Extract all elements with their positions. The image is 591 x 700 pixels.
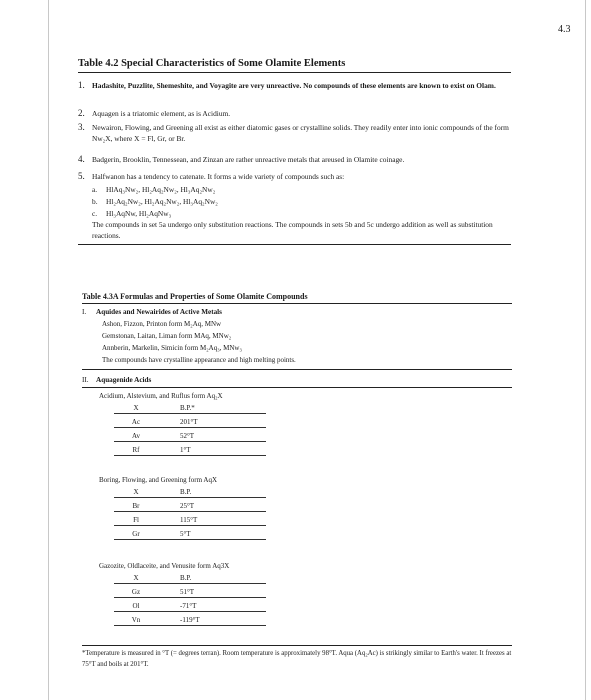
section-rule bbox=[82, 387, 512, 388]
cell-x: Vn bbox=[131, 616, 141, 624]
section-title: Aquagenide Acids bbox=[96, 376, 152, 384]
table-row bbox=[114, 526, 266, 540]
column-header-x: X bbox=[133, 404, 139, 412]
cell-bp: 115°T bbox=[180, 516, 198, 524]
list-item bbox=[78, 80, 518, 91]
sub-item bbox=[92, 196, 218, 207]
boiling-point-table bbox=[114, 403, 266, 456]
acid-group-intro: Acidium, Alstevium, and Ruflus form Aq₂X bbox=[99, 392, 223, 400]
list-item bbox=[78, 122, 518, 144]
list-item bbox=[78, 154, 518, 165]
compound-line: The compounds have crystalline appearance and high melting points. bbox=[102, 356, 296, 364]
column-header-bp: B.P. bbox=[180, 488, 192, 496]
item-number: 2. bbox=[78, 108, 85, 118]
sub-item-letter: a. bbox=[92, 185, 98, 194]
table-4-2-bottom-rule bbox=[78, 244, 511, 245]
table-4-2-top-rule bbox=[78, 72, 511, 73]
cell-x: Fl bbox=[133, 516, 139, 524]
section-rule bbox=[82, 369, 512, 370]
sub-item-text: Hl₃AqNw, Hl₂AqNw₃ bbox=[106, 209, 172, 218]
table-row bbox=[114, 498, 266, 512]
table-row bbox=[114, 598, 266, 612]
table-4-3a-bottom-rule bbox=[82, 645, 512, 646]
table-row bbox=[114, 612, 266, 626]
cell-x: Ac bbox=[131, 418, 141, 426]
boiling-point-table bbox=[114, 487, 266, 540]
cell-x: Av bbox=[131, 432, 141, 440]
cell-bp: -71°T bbox=[180, 602, 197, 610]
cell-bp: 51°T bbox=[180, 588, 195, 596]
table-row bbox=[114, 584, 266, 598]
compound-line: Gemstonan, Laitan, Liman form MAq, MNw₂ bbox=[102, 332, 232, 340]
section-numeral: I. bbox=[82, 308, 87, 316]
sub-item-text: HlAq₃Nw₂, Hl₂Aq₂Nw₂, Hl₃Aq₂Nw₂ bbox=[106, 185, 216, 194]
cell-x: Ol bbox=[132, 602, 140, 610]
acid-group-intro: Boring, Flowing, and Greening form AqX bbox=[99, 476, 218, 484]
cell-x: Br bbox=[132, 502, 140, 510]
item-text: Hadashite, Puzzlite, Shemeshite, and Voyagite are very unreactive. No compounds of these elements are known to exist on Olam. bbox=[92, 81, 496, 90]
cell-bp: 25°T bbox=[180, 502, 195, 510]
cell-x: Gr bbox=[132, 530, 140, 538]
table-row bbox=[114, 512, 266, 526]
item-text: Aquagen is a triatomic element, as is Acidium. bbox=[92, 109, 231, 118]
section-heading bbox=[82, 307, 222, 318]
table-header-row bbox=[114, 487, 266, 498]
sub-item bbox=[92, 208, 171, 219]
sub-item-text: Hl₂Aq₂Nw₂, Hl₂Aq₂Nw₂, Hl₃Aq₂Nw₂ bbox=[106, 197, 218, 206]
page-number: 4.3 bbox=[558, 24, 571, 35]
table-4-2-title: Table 4.2 Special Characteristics of Some Olamite Elements bbox=[78, 58, 346, 69]
table-4-2-note: The compounds in set 5a undergo only substitution reactions. The compounds in sets 5b and 5c undergo addition as well as substitution reactions. bbox=[92, 220, 493, 240]
item-number: 4. bbox=[78, 154, 85, 164]
table-header-row bbox=[114, 403, 266, 414]
table-row bbox=[114, 442, 266, 456]
cell-x: Gz bbox=[131, 588, 141, 596]
section-numeral: II. bbox=[82, 376, 89, 384]
table-row bbox=[114, 428, 266, 442]
cell-bp: 5°T bbox=[180, 530, 191, 538]
list-item bbox=[78, 171, 518, 182]
cell-bp: 52°T bbox=[180, 432, 195, 440]
cell-bp: 201°T bbox=[180, 418, 198, 426]
item-text: Badgerin, Brooklin, Tennessean, and Zinzan are rather unreactive metals that areused in Olamite coinage. bbox=[92, 155, 405, 164]
column-header-bp: B.P. bbox=[180, 574, 192, 582]
cell-bp: -119°T bbox=[180, 616, 200, 624]
column-header-x: X bbox=[133, 488, 139, 496]
sub-item-letter: b. bbox=[92, 197, 98, 206]
boiling-point-table bbox=[114, 573, 266, 626]
table-row bbox=[114, 414, 266, 428]
section-title: Aquides and Newairides of Active Metals bbox=[96, 308, 222, 316]
item-text: Halfwanon has a tendency to catenate. It forms a wide variety of compounds such as: bbox=[92, 172, 345, 181]
item-number: 3. bbox=[78, 122, 85, 132]
acid-group-intro: Gazozite, Oldlaceite, and Venusite form Aq3X bbox=[99, 562, 230, 570]
column-header-x: X bbox=[133, 574, 139, 582]
table-4-3a-top-rule bbox=[82, 303, 512, 304]
item-text: Newairon, Flowing, and Greening all exist as either diatomic gases or crystalline solids. They readily enter into ionic compounds of the form Nw₂X, where X = Fl, Gr, or Br. bbox=[92, 123, 509, 143]
cell-bp: 1°T bbox=[180, 446, 191, 454]
sub-item bbox=[92, 184, 215, 195]
table-header-row bbox=[114, 573, 266, 584]
compound-line: Annberin, Markelin, Simicin form M₂Aq₃, MNw₃ bbox=[102, 344, 242, 352]
temperature-footnote: *Temperature is measured in °T (= degrees terran). Room temperature is approximately 98°T. Aqua (Aq₂Ac) is strikingly similar to Earth's water. It freezes at 75°T and boils at 201°T. bbox=[82, 650, 512, 668]
table-4-3a-title: Table 4.3A Formulas and Properties of Some Olamite Compounds bbox=[82, 292, 308, 301]
cell-x: Rf bbox=[132, 446, 140, 454]
list-item bbox=[78, 108, 518, 119]
compound-line: Ashon, Fizzon, Printon form M₂Aq, MNw bbox=[102, 320, 222, 328]
sub-item-letter: c. bbox=[92, 209, 98, 218]
section-heading bbox=[82, 375, 151, 386]
item-number: 1. bbox=[78, 80, 85, 90]
item-number: 5. bbox=[78, 171, 85, 181]
column-header-bp: B.P.* bbox=[180, 404, 195, 412]
